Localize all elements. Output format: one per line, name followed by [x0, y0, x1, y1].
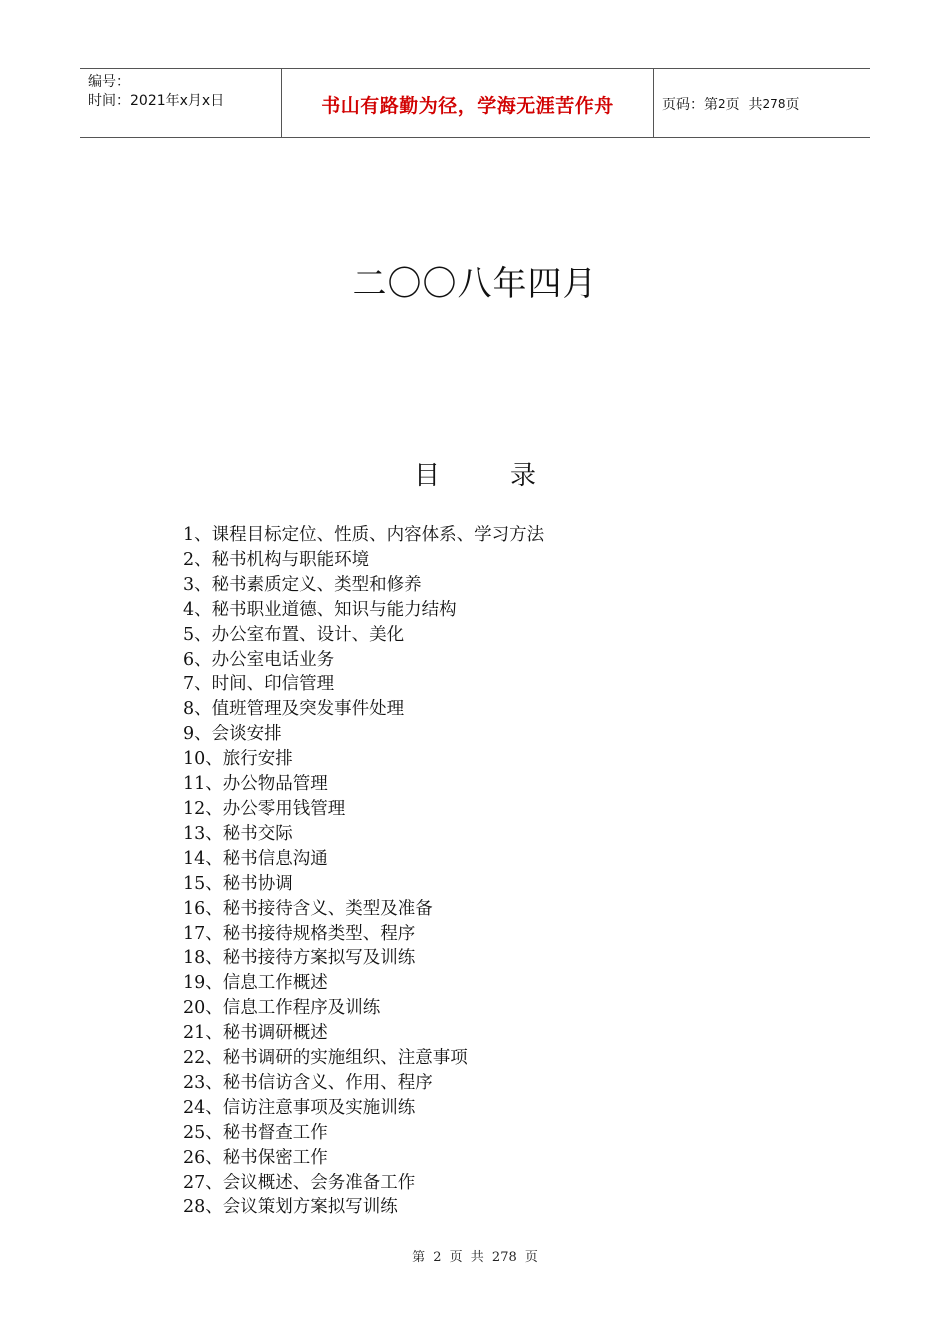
toc-list	[183, 523, 544, 1220]
toc-item: 2、秘书机构与职能环境	[183, 549, 370, 570]
toc-item: 6、办公室电话业务	[183, 649, 335, 670]
header-meta-cell	[80, 69, 282, 137]
toc-item: 28、会议策划方案拟写训练	[183, 1197, 398, 1218]
date-title: 二〇〇八年四月	[352, 264, 598, 304]
toc-item: 15、秘书协调	[183, 873, 293, 894]
toc-item: 17、秘书接待规格类型、程序	[183, 923, 416, 944]
document-number-label: 编号：	[88, 74, 130, 90]
page-mid: 页 共	[725, 97, 763, 113]
page-number: 2	[718, 97, 726, 111]
toc-heading-right: 录	[510, 461, 537, 491]
header-page-cell	[654, 69, 870, 137]
header-motto-cell	[282, 69, 654, 137]
toc-item: 11、办公物品管理	[183, 774, 328, 795]
toc-item: 3、秘书素质定义、类型和修养	[183, 574, 422, 595]
toc-item: 14、秘书信息沟通	[183, 848, 328, 869]
page-prefix: 页码：第	[662, 97, 718, 113]
page-footer: 第 2 页 共 278 页	[412, 1250, 538, 1265]
toc-item: 20、信息工作程序及训练	[183, 998, 381, 1019]
toc-item: 4、秘书职业道德、知识与能力结构	[183, 599, 457, 620]
toc-item: 1、课程目标定位、性质、内容体系、学习方法	[183, 525, 545, 545]
toc-item: 19、信息工作概述	[183, 973, 328, 994]
toc-item: 24、信访注意事项及实施训练	[183, 1097, 416, 1118]
header-motto: 书山有路勤为径，学海无涯苦作舟	[321, 95, 614, 117]
page-header	[80, 68, 870, 138]
document-time-label: 时间：2021年x月x日	[88, 93, 225, 109]
toc-heading-left: 目	[413, 461, 440, 491]
toc-item: 25、秘书督查工作	[183, 1122, 328, 1143]
toc-item: 13、秘书交际	[183, 823, 293, 844]
toc-item: 22、秘书调研的实施组织、注意事项	[183, 1048, 468, 1069]
toc-item: 10、旅行安排	[183, 749, 293, 770]
toc-item: 7、时间、印信管理	[183, 674, 335, 695]
toc-item: 8、值班管理及突发事件处理	[183, 699, 405, 720]
toc-item: 9、会谈安排	[183, 724, 282, 745]
toc-item: 21、秘书调研概述	[183, 1023, 328, 1044]
toc-item: 18、秘书接待方案拟写及训练	[183, 948, 416, 969]
toc-item: 16、秘书接待含义、类型及准备	[183, 898, 433, 919]
toc-item: 12、办公零用钱管理	[183, 798, 346, 819]
toc-item: 5、办公室布置、设计、美化	[183, 624, 405, 645]
page-suffix: 页	[785, 97, 800, 113]
total-pages: 278	[762, 97, 786, 111]
toc-item: 26、秘书保密工作	[183, 1147, 328, 1168]
toc-item: 23、秘书信访含义、作用、程序	[183, 1072, 433, 1093]
toc-item: 27、会议概述、会务准备工作	[183, 1172, 416, 1193]
toc-heading	[0, 455, 950, 492]
